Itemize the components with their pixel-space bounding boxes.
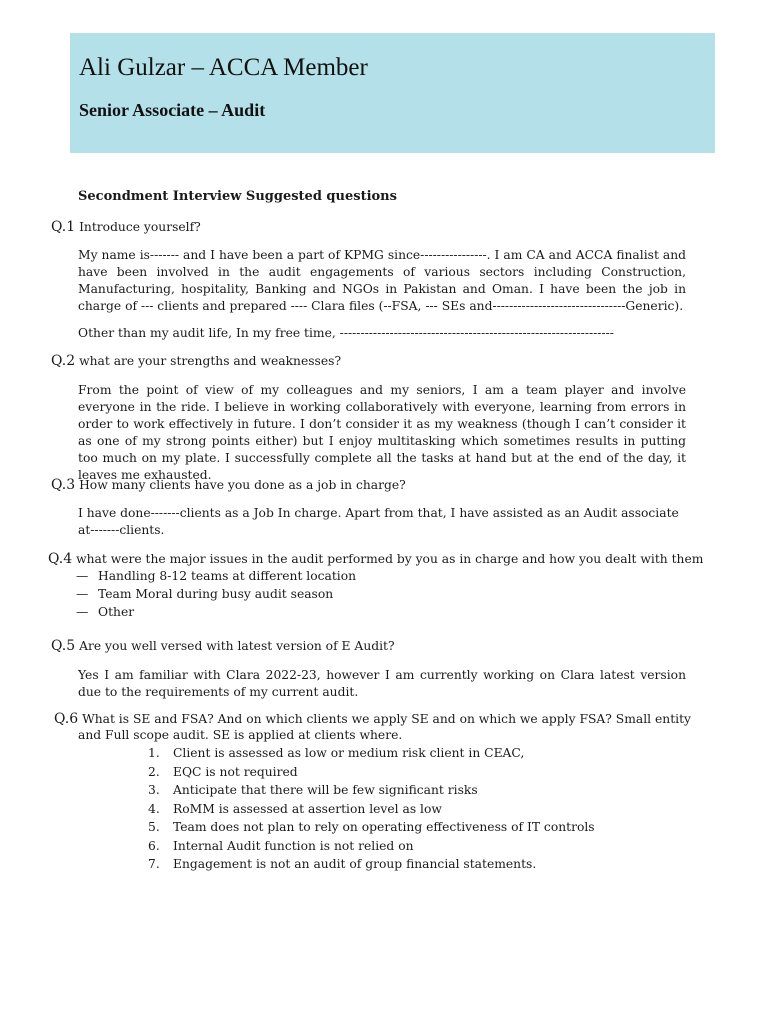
question-6 xyxy=(54,711,691,727)
answer-3-line-2: at-------clients. xyxy=(78,523,165,537)
question-number: Q.4 xyxy=(48,551,73,567)
issue-text: Other xyxy=(98,605,135,619)
author-name: Ali Gulzar – ACCA Member xyxy=(79,54,368,81)
list-text: Internal Audit function is not relied on xyxy=(173,838,414,853)
list-item xyxy=(148,818,595,837)
question-number: Q.2 xyxy=(51,353,76,369)
question-number: Q.3 xyxy=(51,477,76,493)
list-number: 3. xyxy=(148,783,160,797)
answer-1-paragraph-2: Other than my audit life, In my free time, ------------------------------------------------------------------ xyxy=(78,326,614,340)
issue-item xyxy=(76,569,356,583)
list-number: 2. xyxy=(148,764,160,779)
list-item xyxy=(148,800,595,819)
answer-2-paragraph: From the point of view of my colleagues and my seniors, I am a team player and involve everyone in the ride. I believe in working collaboratively with everyone, learning from errors in order to work effectively in future. I don’t consider it as my weakness (though I can’t consider it as one of my strong points either) but I enjoy multitasking which sometimes results in putting too much on my plate. I successfully complete all the tasks at hand but at the end of the day, it leaves me exhausted. xyxy=(78,383,686,482)
author-role: Senior Associate – Audit xyxy=(79,100,266,120)
question-text: Are you well versed with latest version of E Audit? xyxy=(79,639,395,653)
question-text: What is SE and FSA? And on which clients we apply SE and on which we apply FSA? Small entity xyxy=(82,712,691,726)
answer-3-line-1: I have done-------clients as a Job In charge. Apart from that, I have assisted as an Audit associate xyxy=(78,506,679,520)
list-item xyxy=(148,837,595,856)
issue-text: Team Moral during busy audit season xyxy=(98,587,334,601)
question-number: Q.5 xyxy=(51,638,76,654)
list-item xyxy=(148,763,595,782)
list-item xyxy=(148,855,595,874)
issue-text: Handling 8-12 teams at different location xyxy=(98,569,357,583)
header-banner xyxy=(70,33,715,153)
question-text: what are your strengths and weaknesses? xyxy=(79,354,342,368)
list-text: Engagement is not an audit of group financial statements. xyxy=(173,857,537,871)
issue-item xyxy=(76,605,134,619)
issue-item xyxy=(76,587,333,601)
list-item xyxy=(148,744,595,763)
question-1 xyxy=(51,219,201,235)
document-title: Secondment Interview Suggested questions xyxy=(78,189,397,204)
se-criteria-list xyxy=(148,744,595,874)
question-text: How many clients have you done as a job in charge? xyxy=(79,478,406,492)
list-item xyxy=(148,781,595,800)
dash-bullet: — xyxy=(76,587,89,601)
answer-5-paragraph: Yes I am familiar with Clara 2022-23, however I am currently working on Clara latest version due to the requirements of my current audit. xyxy=(78,668,686,699)
question-4 xyxy=(48,551,703,567)
list-text: Team does not plan to rely on operating effectiveness of IT controls xyxy=(173,820,595,834)
list-text: EQC is not required xyxy=(173,764,298,779)
question-5 xyxy=(51,638,395,654)
list-number: 6. xyxy=(148,838,160,853)
question-number: Q.6 xyxy=(54,711,79,727)
list-text: Client is assessed as low or medium risk client in CEAC, xyxy=(173,746,525,760)
list-number: 5. xyxy=(148,820,160,834)
question-6-line-2: and Full scope audit. SE is applied at clients where. xyxy=(78,728,403,742)
question-text: what were the major issues in the audit performed by you as in charge and how you dealt with them xyxy=(76,552,704,566)
dash-bullet: — xyxy=(76,605,89,619)
list-text: RoMM is assessed at assertion level as low xyxy=(173,801,442,816)
list-number: 1. xyxy=(148,746,160,760)
list-number: 4. xyxy=(148,801,160,816)
list-text: Anticipate that there will be few significant risks xyxy=(173,783,478,797)
list-number: 7. xyxy=(148,857,160,871)
question-number: Q.1 xyxy=(51,219,76,235)
dash-bullet: — xyxy=(76,569,89,583)
answer-1-paragraph-1: My name is------- and I have been a part of KPMG since----------------. I am CA and ACCA finalist and have been involved in the audit engagements of various sectors including Construction, Manufacturing, hospitality, Banking and NGOs in Pakistan and Oman. I have been the job in charge of --- clients and prepared ---- Clara files (--FSA, --- SEs and--------------------------------Generic). xyxy=(78,248,686,313)
question-2 xyxy=(51,353,341,369)
question-text: Introduce yourself? xyxy=(79,220,201,234)
question-3 xyxy=(51,477,406,493)
